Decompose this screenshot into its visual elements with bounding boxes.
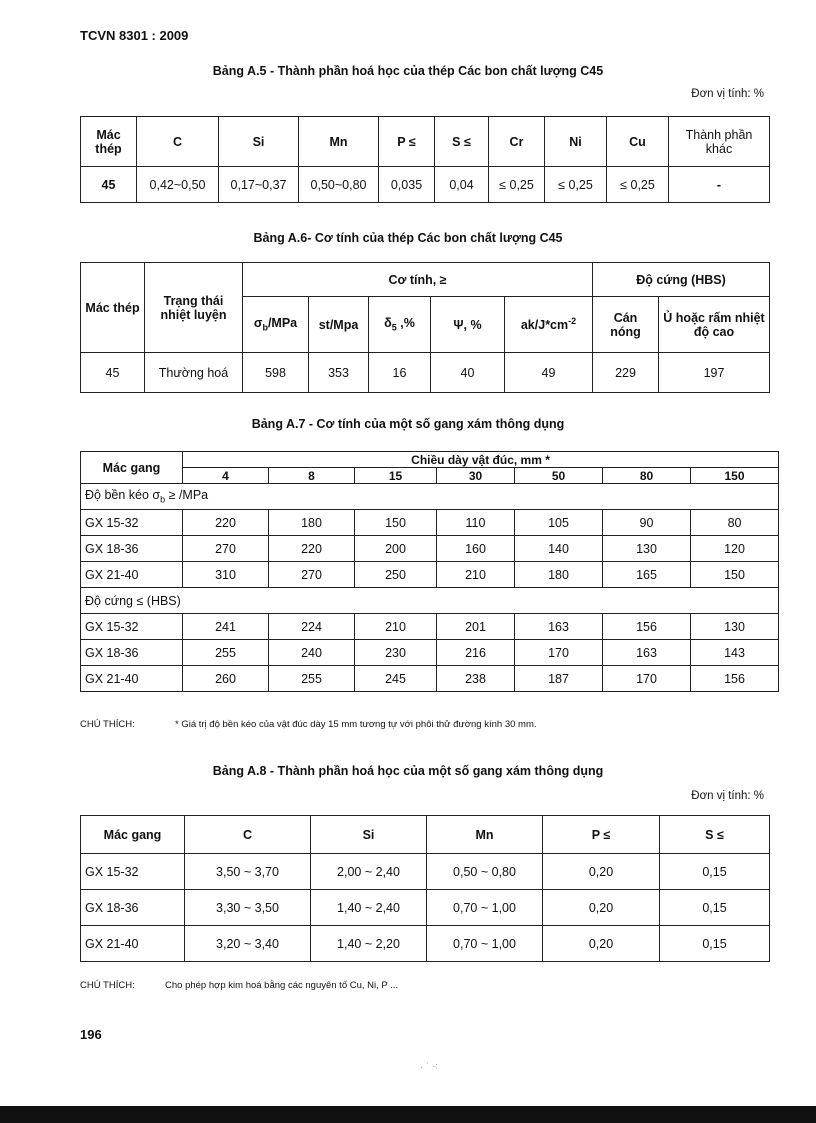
table-cell: 0,15 — [660, 854, 770, 890]
table-cell: 245 — [355, 666, 437, 692]
table-header: S ≤ — [660, 816, 770, 854]
table-header: Cr — [489, 117, 545, 167]
table-cell: 224 — [269, 614, 355, 640]
table-header: 80 — [603, 468, 691, 484]
group-label: Độ cứng ≤ (HBS) — [81, 588, 779, 614]
table-header: 30 — [437, 468, 515, 484]
table-cell: 270 — [269, 562, 355, 588]
table-cell: 3,30 ~ 3,50 — [185, 890, 311, 926]
table-cell: ≤ 0,25 — [489, 167, 545, 203]
table-cell: 210 — [437, 562, 515, 588]
table-cell: GX 18-36 — [81, 890, 185, 926]
table-header — [369, 297, 431, 353]
table-a7-note — [80, 719, 537, 730]
table-cell: 220 — [183, 510, 269, 536]
table-cell: 187 — [515, 666, 603, 692]
table-cell: 160 — [437, 536, 515, 562]
table-header: Trạng thái nhiệt luyện — [145, 263, 243, 353]
table-cell: 255 — [183, 640, 269, 666]
table-cell: ≤ 0,25 — [545, 167, 607, 203]
table-cell: 216 — [437, 640, 515, 666]
table-cell: 45 — [81, 167, 137, 203]
table-header: C — [185, 816, 311, 854]
table-cell: 0,20 — [543, 890, 660, 926]
table-header: 8 — [269, 468, 355, 484]
table-header: 50 — [515, 468, 603, 484]
note-text: Cho phép hợp kim hoá bằng các nguyên tố Cu, Ni, P ... — [165, 980, 399, 991]
table-cell: 156 — [603, 614, 691, 640]
table-header: Mác gang — [81, 452, 183, 484]
ak-label: ak/J*cm — [520, 318, 569, 333]
table-header: Chiều dày vật đúc, mm * — [183, 452, 779, 468]
table-cell: 130 — [691, 614, 779, 640]
table-cell: 240 — [269, 640, 355, 666]
table-cell: GX 18-36 — [81, 536, 183, 562]
table-cell: 170 — [515, 640, 603, 666]
table-cell: 110 — [437, 510, 515, 536]
table-header: Cơ tính, ≥ — [243, 263, 593, 297]
table-cell: 180 — [269, 510, 355, 536]
table-cell: 270 — [183, 536, 269, 562]
table-cell: 200 — [355, 536, 437, 562]
table-cell: 130 — [603, 536, 691, 562]
table-cell: 105 — [515, 510, 603, 536]
table-a5 — [80, 116, 770, 203]
delta-symbol: δ — [384, 316, 392, 331]
table-cell: 353 — [309, 353, 369, 393]
table-cell: - — [669, 167, 770, 203]
note-text: * Giá trị độ bền kéo của vật đúc dày 15 mm tương tự với phôi thử đường kính 30 mm. — [175, 719, 537, 730]
note-label: CHÚ THÍCH: — [80, 980, 135, 991]
table-a8 — [80, 815, 770, 962]
table-header: 15 — [355, 468, 437, 484]
table-cell: 0,17~0,37 — [219, 167, 299, 203]
table-header: Si — [219, 117, 299, 167]
table-header: C — [137, 117, 219, 167]
table-cell: 80 — [691, 510, 779, 536]
table-row — [81, 614, 779, 640]
table-row — [81, 562, 779, 588]
table-header — [505, 297, 593, 353]
table-cell: 3,50 ~ 3,70 — [185, 854, 311, 890]
table-cell: 0,70 ~ 1,00 — [427, 890, 543, 926]
table-row — [81, 854, 770, 890]
table-cell: 230 — [355, 640, 437, 666]
table-header: Ni — [545, 117, 607, 167]
table-cell: 150 — [355, 510, 437, 536]
table-cell: 1,40 ~ 2,20 — [311, 926, 427, 962]
table-cell: 170 — [603, 666, 691, 692]
table-cell: 0,15 — [660, 890, 770, 926]
table-cell: GX 15-32 — [81, 510, 183, 536]
table-header: Mác thép — [81, 263, 145, 353]
table-row — [81, 890, 770, 926]
table-cell: 260 — [183, 666, 269, 692]
table-cell: 0,50 ~ 0,80 — [427, 854, 543, 890]
table-cell: 3,20 ~ 3,40 — [185, 926, 311, 962]
table-cell: 45 — [81, 353, 145, 393]
table-a5-caption: Bảng A.5 - Thành phần hoá học của thép Các bon chất lượng C45 — [212, 64, 604, 78]
table-header: Mn — [427, 816, 543, 854]
table-cell: GX 21-40 — [81, 562, 183, 588]
table-cell: 255 — [269, 666, 355, 692]
table-cell: 49 — [505, 353, 593, 393]
table-cell: 238 — [437, 666, 515, 692]
table-a5-unit: Đơn vị tính: % — [691, 88, 764, 100]
table-cell: 16 — [369, 353, 431, 393]
table-cell: 140 — [515, 536, 603, 562]
table-a6-caption: Bảng A.6- Cơ tính của thép Các bon chất lượng C45 — [253, 231, 563, 245]
ak-superscript: -2 — [568, 316, 577, 327]
table-header: P ≤ — [543, 816, 660, 854]
table-row — [81, 510, 779, 536]
table-cell: 40 — [431, 353, 505, 393]
sigma-unit: /MPa — [267, 316, 298, 331]
table-header: 150 — [691, 468, 779, 484]
table-row — [81, 666, 779, 692]
table-header: Mác thép — [81, 117, 137, 167]
table-cell: 180 — [515, 562, 603, 588]
table-a8-caption: Bảng A.8 - Thành phần hoá học của một số gang xám thông dụng — [212, 764, 604, 778]
delta-unit: ,% — [396, 316, 415, 331]
table-row — [81, 536, 779, 562]
table-a7 — [80, 451, 779, 692]
table-header: Ủ hoặc rấm nhiệt độ cao — [659, 297, 770, 353]
note-label: CHÚ THÍCH: — [80, 719, 135, 730]
table-cell: 0,04 — [435, 167, 489, 203]
table-row — [81, 926, 770, 962]
table-cell: 150 — [691, 562, 779, 588]
table-cell: 120 — [691, 536, 779, 562]
table-cell: 143 — [691, 640, 779, 666]
group-label-text: Độ bền kéo σ — [85, 488, 161, 503]
table-cell: 241 — [183, 614, 269, 640]
table-cell: 310 — [183, 562, 269, 588]
group-label — [81, 484, 779, 510]
page-number: 196 — [80, 1027, 102, 1042]
table-cell: 598 — [243, 353, 309, 393]
group-label-subscript: b — [160, 494, 166, 505]
table-header: st/Mpa — [309, 297, 369, 353]
table-header: 4 — [183, 468, 269, 484]
table-cell: 250 — [355, 562, 437, 588]
table-header: Mn — [299, 117, 379, 167]
table-cell: 0,20 — [543, 926, 660, 962]
table-cell: 0,15 — [660, 926, 770, 962]
scan-edge-bar — [0, 1106, 816, 1123]
delta-subscript: 5 — [391, 322, 397, 333]
table-cell: 0,50~0,80 — [299, 167, 379, 203]
table-header: Mác gang — [81, 816, 185, 854]
table-header: Cu — [607, 117, 669, 167]
table-cell: 0,42~0,50 — [137, 167, 219, 203]
table-cell: 201 — [437, 614, 515, 640]
table-header: Cán nóng — [593, 297, 659, 353]
table-header: P ≤ — [379, 117, 435, 167]
table-cell: 165 — [603, 562, 691, 588]
table-cell: GX 21-40 — [81, 926, 185, 962]
table-cell: 0,70 ~ 1,00 — [427, 926, 543, 962]
scan-speckle: · ˙ ⁖ — [420, 1062, 439, 1073]
table-cell: GX 15-32 — [81, 614, 183, 640]
sigma-symbol: σ — [253, 316, 263, 331]
table-cell: GX 15-32 — [81, 854, 185, 890]
table-row — [81, 353, 770, 393]
table-cell: 220 — [269, 536, 355, 562]
table-cell: 197 — [659, 353, 770, 393]
table-a6 — [80, 262, 770, 393]
table-cell: 210 — [355, 614, 437, 640]
table-header: Thành phần khác — [669, 117, 770, 167]
table-a8-unit: Đơn vị tính: % — [691, 790, 764, 802]
table-row — [81, 167, 770, 203]
standard-code: TCVN 8301 : 2009 — [80, 28, 189, 43]
table-cell: 1,40 ~ 2,40 — [311, 890, 427, 926]
table-header: Độ cứng (HBS) — [593, 263, 770, 297]
table-cell: 229 — [593, 353, 659, 393]
table-cell: GX 18-36 — [81, 640, 183, 666]
table-cell: 90 — [603, 510, 691, 536]
table-cell: Thường hoá — [145, 353, 243, 393]
table-cell: GX 21-40 — [81, 666, 183, 692]
table-row — [81, 640, 779, 666]
table-header: Ψ, % — [431, 297, 505, 353]
table-cell: 163 — [515, 614, 603, 640]
group-label-unit: ≥ /MPa — [165, 488, 209, 503]
table-cell: 163 — [603, 640, 691, 666]
table-header: S ≤ — [435, 117, 489, 167]
table-cell: 156 — [691, 666, 779, 692]
table-cell: ≤ 0,25 — [607, 167, 669, 203]
sigma-subscript: b — [262, 322, 268, 333]
table-a7-caption: Bảng A.7 - Cơ tính của một số gang xám thông dụng — [251, 417, 565, 431]
table-cell: 2,00 ~ 2,40 — [311, 854, 427, 890]
table-header: Si — [311, 816, 427, 854]
table-header — [243, 297, 309, 353]
table-cell: 0,20 — [543, 854, 660, 890]
table-a8-note — [80, 980, 398, 991]
table-cell: 0,035 — [379, 167, 435, 203]
